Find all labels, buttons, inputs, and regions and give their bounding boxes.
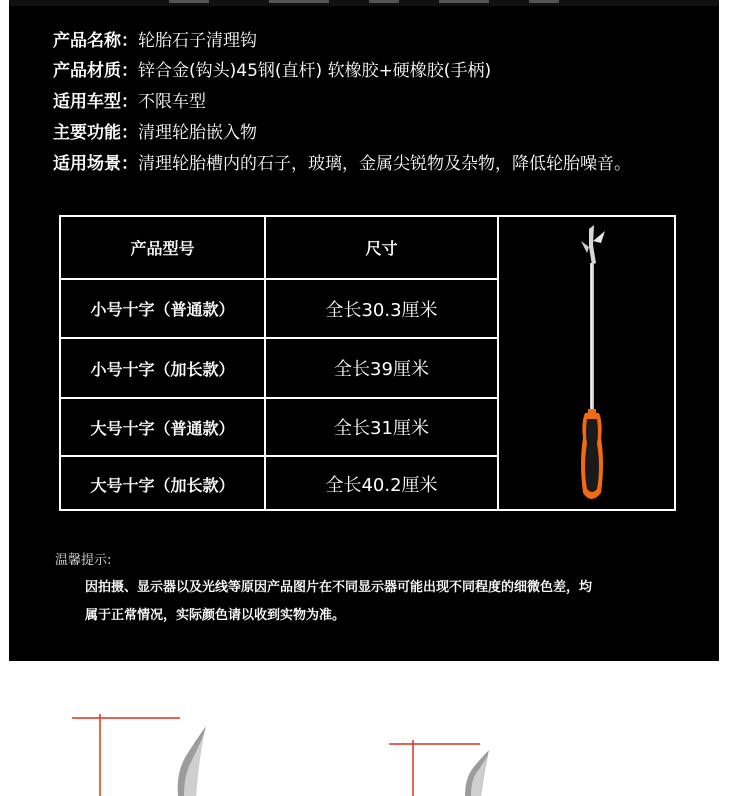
table-row-model: 小号十字（普通款） [90, 300, 235, 319]
table-row-size: 全长30.3厘米 [325, 299, 438, 321]
header-model: 产品型号 [130, 239, 195, 258]
spec-row-vehicle: 适用车型：不限车型 [53, 92, 206, 112]
table-row-size: 全长31厘米 [334, 418, 429, 439]
table-row-model: 大号十字（普通款） [90, 418, 235, 438]
header-size: 尺寸 [365, 239, 398, 258]
spec-row-scene: 适用场景：清理轮胎槽内的石子，玻璃，金属尖锐物及杂物，降低轮胎噪音。 [53, 154, 631, 174]
top-decor-strip [9, 0, 719, 6]
tips-line: 属于正常情况，实际颜色请以收到实物为准。 [85, 608, 346, 623]
table-row-size: 全长39厘米 [334, 359, 429, 380]
tips-title: 温馨提示: [55, 553, 112, 568]
tire-hook-tool-image [561, 223, 621, 508]
hook-tip-figure-right [385, 738, 525, 796]
spec-row-name: 产品名称：轮胎石子清理钩 [53, 31, 257, 51]
spec-row-material: 产品材质：锌合金(钩头)45钢(直杆) 软橡胶+硬橡胶(手柄) [53, 61, 492, 81]
tips-line: 因拍摄、显示器以及光线等原因产品图片在不同显示器可能出现不同程度的细微色差，均 [85, 580, 593, 595]
spec-panel [9, 0, 719, 661]
table-row-model: 小号十字（加长款） [90, 359, 235, 379]
hook-tip-figure-left [60, 712, 230, 796]
spec-row-function: 主要功能：清理轮胎嵌入物 [53, 123, 257, 143]
table-row-size: 全长40.2厘米 [325, 475, 438, 496]
table-row-model: 大号十字（加长款） [90, 475, 235, 495]
